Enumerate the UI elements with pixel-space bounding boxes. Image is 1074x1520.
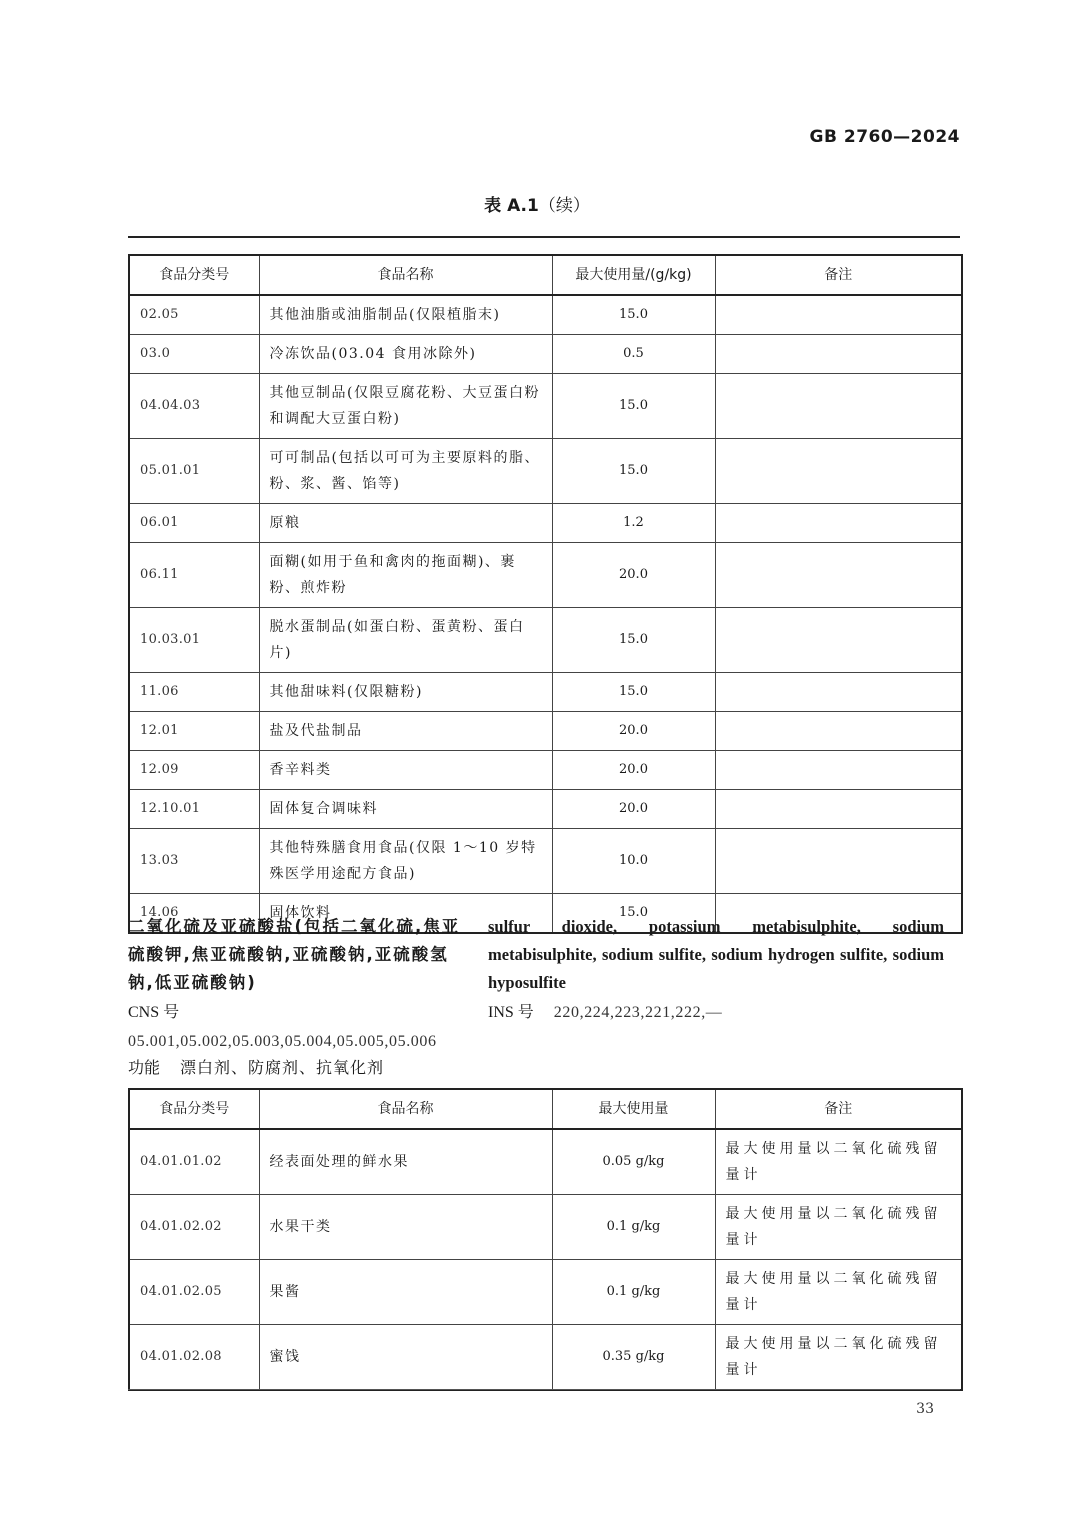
cell-note: [715, 374, 962, 439]
cell-note: [715, 608, 962, 673]
cell-code: 13.03: [129, 829, 259, 894]
cell-amount: 0.5: [552, 335, 715, 374]
cell-note: 最大使用量以二氧化硫残留量计: [715, 1195, 962, 1260]
cns-number: [128, 998, 473, 1056]
standard-code: GB 2760—2024: [809, 127, 960, 147]
cns-value: 05.001,05.002,05.003,05.004,05.005,05.006: [128, 1033, 437, 1050]
table-title-suffix: （续）: [538, 196, 590, 216]
cell-amount: 20.0: [552, 712, 715, 751]
table-row: [129, 543, 962, 608]
cell-name: 固体饮料: [259, 894, 552, 934]
cell-note: [715, 295, 962, 335]
column-header-code: 食品分类号: [129, 255, 259, 295]
column-header-name: 食品名称: [259, 1089, 552, 1129]
ins-number: [488, 998, 944, 1027]
cell-name: 原粮: [259, 504, 552, 543]
cell-code: 04.01.01.02: [129, 1129, 259, 1195]
table-title-label: 表 A.1: [484, 196, 539, 216]
cell-amount: 0.1 g/kg: [552, 1195, 715, 1260]
cell-note: [715, 712, 962, 751]
cell-name: 经表面处理的鲜水果: [259, 1129, 552, 1195]
additive-name-en: sulfur dioxide, potassium metabisulphite, sodium metabisulphite, sodium sulfite, sodium hydrogen sulfite, sodium hyposulfite: [488, 917, 944, 992]
cell-code: 05.01.01: [129, 439, 259, 504]
cell-name: 盐及代盐制品: [259, 712, 552, 751]
cell-code: 04.04.03: [129, 374, 259, 439]
table-row: [129, 608, 962, 673]
cell-amount: 15.0: [552, 673, 715, 712]
cell-note: [715, 504, 962, 543]
column-header-code: 食品分类号: [129, 1089, 259, 1129]
cell-code: 10.03.01: [129, 608, 259, 673]
table-row: [129, 439, 962, 504]
cell-note: [715, 335, 962, 374]
cell-name: 面糊(如用于鱼和禽肉的拖面糊)、裹粉、煎炸粉: [259, 543, 552, 608]
cell-name: 固体复合调味料: [259, 790, 552, 829]
cell-name: 香辛料类: [259, 751, 552, 790]
ins-value: 220,224,223,221,222,—: [553, 1004, 723, 1021]
table-row: [129, 1195, 962, 1260]
cell-note: 最大使用量以二氧化硫残留量计: [715, 1129, 962, 1195]
cell-code: 06.11: [129, 543, 259, 608]
cell-note: 最大使用量以二氧化硫残留量计: [715, 1325, 962, 1391]
cell-amount: 15.0: [552, 374, 715, 439]
cell-code: 04.01.02.02: [129, 1195, 259, 1260]
cell-amount: 20.0: [552, 543, 715, 608]
cell-amount: 20.0: [552, 751, 715, 790]
cell-amount: 0.35 g/kg: [552, 1325, 715, 1391]
cell-code: 04.01.02.08: [129, 1325, 259, 1391]
cell-amount: 15.0: [552, 894, 715, 934]
table-row: [129, 1129, 962, 1195]
table-header-row: [129, 1089, 962, 1129]
additive-usage-table: [128, 254, 963, 934]
cell-name: 其他豆制品(仅限豆腐花粉、大豆蛋白粉和调配大豆蛋白粉): [259, 374, 552, 439]
cell-code: 06.01: [129, 504, 259, 543]
cell-note: [715, 751, 962, 790]
table-row: [129, 790, 962, 829]
cell-code: 12.09: [129, 751, 259, 790]
cell-amount: 20.0: [552, 790, 715, 829]
cell-name: 可可制品(包括以可可为主要原料的脂、粉、浆、酱、馅等): [259, 439, 552, 504]
table-row: [129, 374, 962, 439]
table-title: [0, 191, 1074, 216]
function-label: 功能: [128, 1060, 161, 1077]
ins-label: INS 号: [488, 1004, 534, 1021]
table-row: [129, 1260, 962, 1325]
page-number: 33: [916, 1401, 934, 1417]
cell-amount: 15.0: [552, 608, 715, 673]
column-header-note: 备注: [715, 1089, 962, 1129]
cell-code: 03.0: [129, 335, 259, 374]
cell-amount: 0.1 g/kg: [552, 1260, 715, 1325]
cell-note: [715, 439, 962, 504]
function-value: 漂白剂、防腐剂、抗氧化剂: [180, 1058, 385, 1077]
table-row: [129, 1325, 962, 1391]
cell-amount: 15.0: [552, 295, 715, 335]
cell-code: 11.06: [129, 673, 259, 712]
cell-amount: 10.0: [552, 829, 715, 894]
sulfite-usage-table: [128, 1088, 963, 1391]
table-row: [129, 335, 962, 374]
column-header-name: 食品名称: [259, 255, 552, 295]
cell-code: 12.10.01: [129, 790, 259, 829]
cell-amount: 0.05 g/kg: [552, 1129, 715, 1195]
column-header-amount: 最大使用量/(g/kg): [552, 255, 715, 295]
table-row: [129, 504, 962, 543]
cell-amount: 1.2: [552, 504, 715, 543]
table-header-row: [129, 255, 962, 295]
table-row: [129, 829, 962, 894]
cell-name: 冷冻饮品(03.04 食用冰除外): [259, 335, 552, 374]
cell-code: 12.01: [129, 712, 259, 751]
cell-note: 最大使用量以二氧化硫残留量计: [715, 1260, 962, 1325]
cell-name: 蜜饯: [259, 1325, 552, 1391]
cell-name: 果酱: [259, 1260, 552, 1325]
cell-note: [715, 543, 962, 608]
table-row: [129, 751, 962, 790]
bottom-rule: [128, 1389, 960, 1390]
cell-code: 04.01.02.05: [129, 1260, 259, 1325]
cell-note: [715, 673, 962, 712]
column-header-note: 备注: [715, 255, 962, 295]
cell-name: 其他特殊膳食用食品(仅限 1～10 岁特殊医学用途配方食品): [259, 829, 552, 894]
cns-label: CNS 号: [128, 1004, 180, 1021]
column-header-amount: 最大使用量: [552, 1089, 715, 1129]
additive-name-cn: 二氧化硫及亚硫酸盐(包括二氧化硫,焦亚硫酸钾,焦亚硫酸钠,亚硫酸钠,亚硫酸氢钠,低亚硫酸钠): [128, 917, 461, 992]
cell-name: 其他油脂或油脂制品(仅限植脂末): [259, 295, 552, 335]
cell-name: 其他甜味料(仅限糖粉): [259, 673, 552, 712]
function: [128, 1054, 384, 1083]
cell-amount: 15.0: [552, 439, 715, 504]
cell-code: 14.06: [129, 894, 259, 934]
table-row: [129, 712, 962, 751]
top-rule: [128, 236, 960, 238]
cell-note: [715, 829, 962, 894]
table-row: [129, 295, 962, 335]
table-row: [129, 673, 962, 712]
cell-note: [715, 790, 962, 829]
cell-name: 脱水蛋制品(如蛋白粉、蛋黄粉、蛋白片): [259, 608, 552, 673]
cell-code: 02.05: [129, 295, 259, 335]
cell-name: 水果干类: [259, 1195, 552, 1260]
